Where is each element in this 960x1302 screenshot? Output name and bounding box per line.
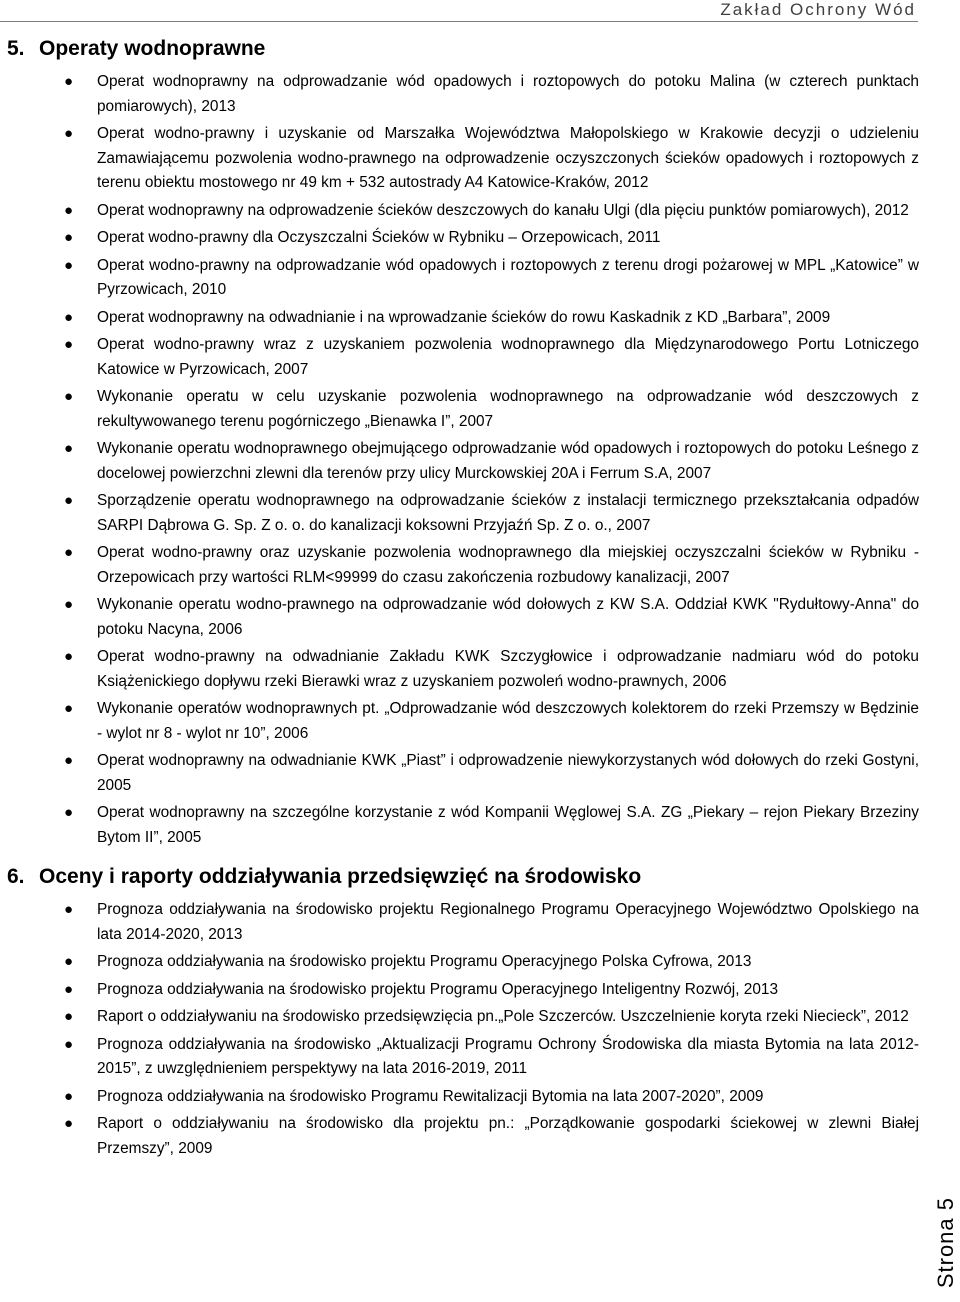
bullet-icon: ● xyxy=(64,752,74,769)
bullet-icon: ● xyxy=(64,256,74,274)
bullet-icon: ● xyxy=(64,73,74,90)
list-item-text: Prognoza oddziaływania na środowisko Programu Rewitalizacji Bytomia na lata 2007-2020”, 2009 xyxy=(97,1087,764,1105)
list-item xyxy=(7,333,919,382)
list-item xyxy=(7,1005,919,1030)
list-item xyxy=(7,978,919,1003)
list-item-text: Operat wodnoprawny na odwadnianie KWK „Piast” i odprowadzenie niewykorzystanych wód dołowych do rzeki Gostyni, 2005 xyxy=(97,752,919,794)
list-item xyxy=(7,489,919,538)
list-item xyxy=(7,645,919,694)
list-item-text: Operat wodno-prawny na odprowadzanie wód opadowych i roztopowych z terenu drogi pożarowej w MPL „Katowice” w Pyrzowicach, 2010 xyxy=(97,256,919,298)
list-item-text: Wykonanie operatów wodnoprawnych pt. „Odprowadzanie wód deszczowych kolektorem do rzeki Przemszy w Będzinie - wylot nr 8 - wylot nr 10”, 2006 xyxy=(97,700,919,742)
list-item xyxy=(7,385,919,434)
bullet-icon: ● xyxy=(64,1008,74,1025)
section-6-list xyxy=(7,898,919,1161)
bullet-icon: ● xyxy=(64,1115,74,1132)
section-number: 5. xyxy=(7,37,25,60)
running-header: Zakład Ochrony Wód xyxy=(720,0,916,19)
section-title: Operaty wodnoprawne xyxy=(39,37,266,60)
list-item xyxy=(7,1085,919,1110)
list-item-text: Wykonanie operatu w celu uzyskanie pozwolenia wodnoprawnego na odprowadzanie wód deszczowych z rekultywowanego terenu pogórniczego „Bienawka I”, 2007 xyxy=(97,388,919,430)
list-item-text: Prognoza oddziaływania na środowisko projektu Regionalnego Programu Operacyjnego Województwo Opolskiego na lata 2014-2020, 2013 xyxy=(97,901,919,943)
list-item-text: Sporządzenie operatu wodnoprawnego na odprowadzanie ścieków z instalacji termicznego przekształcania odpadów SARPI Dąbrowa G. Sp. Z o. o. do kanalizacji koksowni Przyjaźń Sp. Z o. o., 2007 xyxy=(97,492,919,534)
list-item-text: Operat wodno-prawny dla Oczyszczalni Ścieków w Rybniku – Orzepowicach, 2011 xyxy=(97,229,661,246)
list-item xyxy=(7,226,919,251)
list-item-text: Operat wodnoprawny na odprowadzenie ścieków deszczowych do kanału Ulgi (dla pięciu punktów pomiarowych), 2012 xyxy=(97,201,909,219)
list-item-text: Operat wodno-prawny i uzyskanie od Marszałka Województwa Małopolskiego w Krakowie decyzji o udzieleniu Zamawiającemu pozwolenia wodno-prawnego na odprowadzenie oczyszczonych ścieków opadowych i roztopowych z terenu obiektu mostowego nr 49 km + 532 autostrady A4 Katowice-Kraków, 2012 xyxy=(97,125,919,191)
list-item-text: Wykonanie operatu wodnoprawnego obejmującego odprowadzanie wód opadowych i roztopowych do potoku Leśnego z docelowej powierzchni zlewni dla terenów przy ulicy Murckowskiej 20A i Ferrum S.A, 2007 xyxy=(97,440,919,482)
header-rule xyxy=(0,21,918,22)
bullet-icon: ● xyxy=(64,492,74,509)
bullet-icon: ● xyxy=(64,544,74,561)
bullet-icon: ● xyxy=(64,648,74,665)
list-item-text: Raport o oddziaływaniu na środowisko przedsięwzięcia pn.„Pole Szczerców. Uszczelnienie koryta rzeki Niecieck”, 2012 xyxy=(97,1008,909,1025)
list-item xyxy=(7,593,919,642)
list-item-text: Prognoza oddziaływania na środowisko „Aktualizacji Programu Ochrony Środowiska dla miasta Bytomia na lata 2012-2015”, z uwzględnieniem perspektywy na lata 2016-2019, 2011 xyxy=(97,1035,919,1077)
section-number: 6. xyxy=(7,865,25,888)
bullet-icon: ● xyxy=(64,336,74,353)
bullet-icon: ● xyxy=(64,201,74,219)
bullet-icon: ● xyxy=(64,1087,74,1105)
bullet-icon: ● xyxy=(64,980,74,998)
list-item-text: Prognoza oddziaływania na środowisko projektu Programu Operacyjnego Inteligentny Rozwój, 2013 xyxy=(97,980,778,998)
list-item xyxy=(7,898,919,947)
list-item xyxy=(7,70,919,119)
list-item xyxy=(7,199,919,224)
bullet-icon: ● xyxy=(64,440,74,457)
bullet-icon: ● xyxy=(64,229,74,246)
list-item xyxy=(7,437,919,486)
bullet-icon: ● xyxy=(64,1035,74,1053)
list-item-text: Operat wodnoprawny na odwadnianie i na wprowadzanie ścieków do rowu Kaskadnik z KD „Barbara”, 2009 xyxy=(97,308,831,326)
list-item xyxy=(7,1033,919,1082)
bullet-icon: ● xyxy=(64,596,74,613)
list-item-text: Operat wodnoprawny na odprowadzanie wód opadowych i roztopowych do potoku Malina (w czterech punktach pomiarowych), 2013 xyxy=(97,73,919,115)
list-item xyxy=(7,541,919,590)
document-body xyxy=(7,36,919,1164)
list-item-text: Raport o oddziaływaniu na środowisko dla projektu pn.: „Porządkowanie gospodarki ściekowej w zlewni Białej Przemszy”, 2009 xyxy=(97,1115,919,1157)
list-item xyxy=(7,254,919,303)
list-item-text: Operat wodno-prawny wraz z uzyskaniem pozwolenia wodnoprawnego dla Międzynarodowego Portu Lotniczego Katowice w Pyrzowicach, 2007 xyxy=(97,336,919,378)
bullet-icon: ● xyxy=(64,308,74,326)
bullet-icon: ● xyxy=(64,125,74,142)
bullet-icon: ● xyxy=(64,700,74,717)
list-item-text: Wykonanie operatu wodno-prawnego na odprowadzanie wód dołowych z KW S.A. Oddział KWK "Rydułtowy-Anna" do potoku Nacyna, 2006 xyxy=(97,596,919,638)
list-item xyxy=(7,1112,919,1161)
list-item-text: Operat wodno-prawny oraz uzyskanie pozwolenia wodnoprawnego dla miejskiej oczyszczalni ścieków w Rybniku - Orzepowicach przy wartości RLM<99999 do czasu zakończenia rozbudowy kanalizacji, 2007 xyxy=(97,544,919,586)
bullet-icon: ● xyxy=(64,901,74,918)
bullet-icon: ● xyxy=(64,953,74,970)
section-5-list xyxy=(7,70,919,850)
list-item xyxy=(7,801,919,850)
bullet-icon: ● xyxy=(64,804,74,821)
list-item xyxy=(7,697,919,746)
section-heading-6 xyxy=(7,864,919,890)
list-item xyxy=(7,122,919,196)
list-item-text: Prognoza oddziaływania na środowisko projektu Programu Operacyjnego Polska Cyfrowa, 2013 xyxy=(97,953,752,970)
section-heading-5 xyxy=(7,36,919,62)
list-item-text: Operat wodnoprawny na szczególne korzystanie z wód Kompanii Węglowej S.A. ZG „Piekary – rejon Piekary Brzeziny Bytom II”, 2005 xyxy=(97,804,919,846)
list-item xyxy=(7,749,919,798)
list-item xyxy=(7,950,919,975)
list-item-text: Operat wodno-prawny na odwadnianie Zakładu KWK Szczygłowice i odprowadzanie nadmiaru wód do potoku Książenickiego dopływu rzeki Bierawki wraz z uzyskaniem pozwoleń wodno-prawnych, 2006 xyxy=(97,648,919,690)
section-title: Oceny i raporty oddziaływania przedsięwzięć na środowisko xyxy=(39,865,642,888)
page-number: Strona 5 xyxy=(933,1196,958,1288)
bullet-icon: ● xyxy=(64,388,74,405)
list-item xyxy=(7,306,919,331)
